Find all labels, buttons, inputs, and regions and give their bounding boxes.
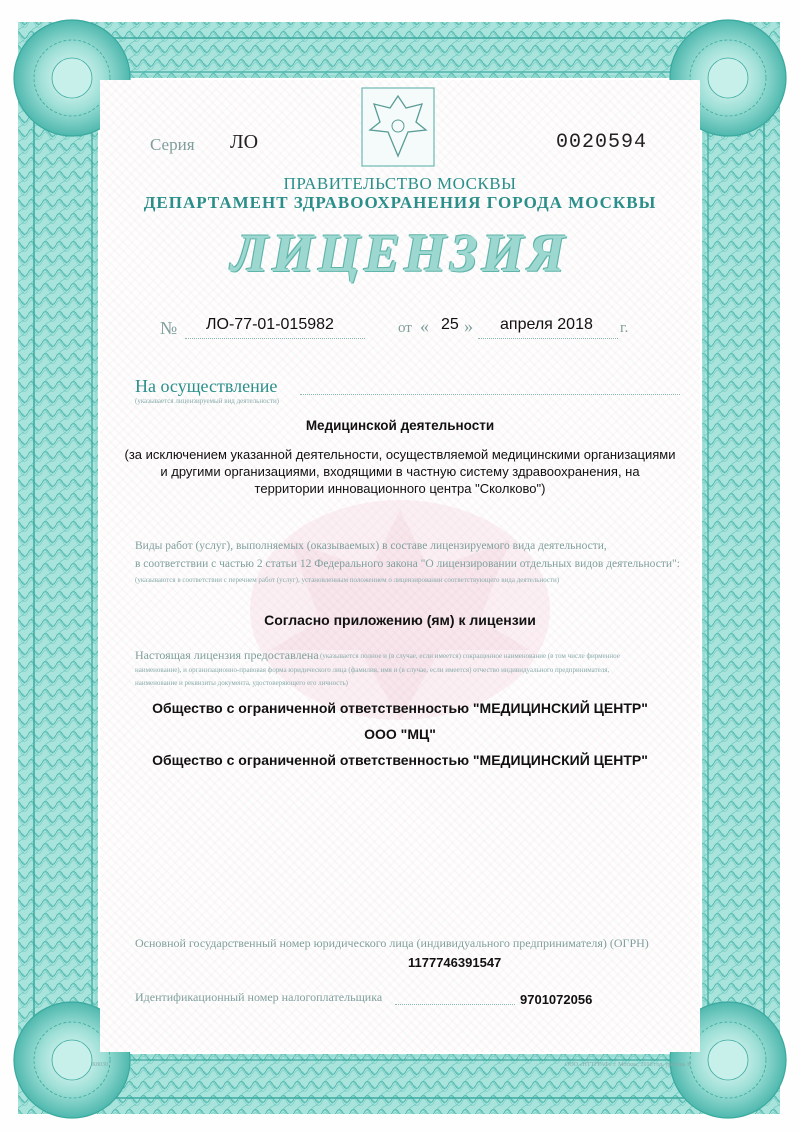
works-line2: в соответствии с частью 2 статьи 12 Федерального закона "О лицензировании отдельных видов деятельности": (135, 558, 680, 570)
ogrn-value: 1177746391547 (408, 955, 502, 970)
grantee-hint3: наименование и реквизиты документа, удостоверяющего его личность) (135, 679, 348, 687)
works-value: Согласно приложению (ям) к лицензии (264, 612, 536, 628)
activity-hint: (указывается лицензируемый вид деятельности) (135, 397, 280, 405)
footer-code: К8030 (92, 1062, 109, 1068)
number-sign: № (160, 318, 178, 338)
from-label: от (398, 320, 412, 336)
quote-close: » (464, 316, 473, 336)
year-suffix: г. (620, 320, 629, 336)
license-month-year: апреля 2018 (500, 316, 593, 333)
inn-label: Идентификационный номер налогоплательщика (135, 990, 383, 1004)
ogrn-label: Основной государственный номер юридического лица (индивидуального предпринимателя) (ОГРН) (135, 936, 649, 950)
inn-underline (395, 1004, 515, 1005)
series-value: ЛО (230, 131, 259, 153)
activity-note-line2: и другими организациями, входящими в частную систему здравоохранения, на (160, 464, 640, 479)
activity-name: Медицинской деятельности (305, 418, 495, 433)
quote-open: « (420, 316, 429, 336)
eagle-watermark-icon (230, 480, 570, 730)
blank-number: 0020594 (556, 131, 648, 154)
inn-value: 9701072056 (520, 992, 593, 1007)
license-day: 25 (441, 316, 459, 333)
number-underline (185, 338, 365, 339)
document-title: ЛИЦЕНЗИЯ (231, 223, 569, 283)
works-hint: (указываются в соответствии с перечнем работ (услуг), установленным положением о лицензировании соответствующего вида деятельности) (135, 576, 560, 584)
works-line1: Виды работ (услуг), выполняемых (оказываемых) в составе лицензируемого вида деятельности, (135, 540, 607, 552)
gov-title: ПРАВИТЕЛЬСТВО МОСКВЫ (283, 174, 517, 193)
activity-note-line3: территории инновационного центра "Сколково") (254, 481, 546, 496)
department-title: ДЕПАРТАМЕНТ ЗДРАВООХРАНЕНИЯ ГОРОДА МОСКВЫ (143, 193, 657, 212)
grantee-brand-name: Общество с ограниченной ответственностью "МЕДИЦИНСКИЙ ЦЕНТР" (152, 752, 648, 768)
grantee-short-name: ООО "МЦ" (364, 726, 436, 742)
activity-label: На осуществление (135, 376, 278, 396)
coat-of-arms-icon (360, 86, 436, 168)
grantee-full-name: Общество с ограниченной ответственностью "МЕДИЦИНСКИЙ ЦЕНТР" (152, 700, 648, 716)
activity-note-line1: (за исключением указанной деятельности, осуществляемой медицинскими организациями (124, 447, 676, 462)
series-label: Серия (150, 135, 195, 154)
license-number: ЛО-77-01-015982 (206, 316, 334, 333)
grantee-hint1: (указывается полное и (в случае, если имеется) сокращенное наименование (в том числе фирменное (320, 652, 620, 660)
activity-underline (300, 394, 680, 395)
printer-imprint: ООО «НТТГРАФ» г. Москва, 2016 год, уровень Б (565, 1062, 691, 1068)
grantee-label: Настоящая лицензия предоставлена (135, 648, 319, 662)
date-underline (478, 338, 618, 339)
grantee-hint2: наименование), и организационно-правовая форма юридического лица (фамилия, имя и (в случае, если имеется) отчество индивидуального предпринимателя, (135, 666, 610, 674)
